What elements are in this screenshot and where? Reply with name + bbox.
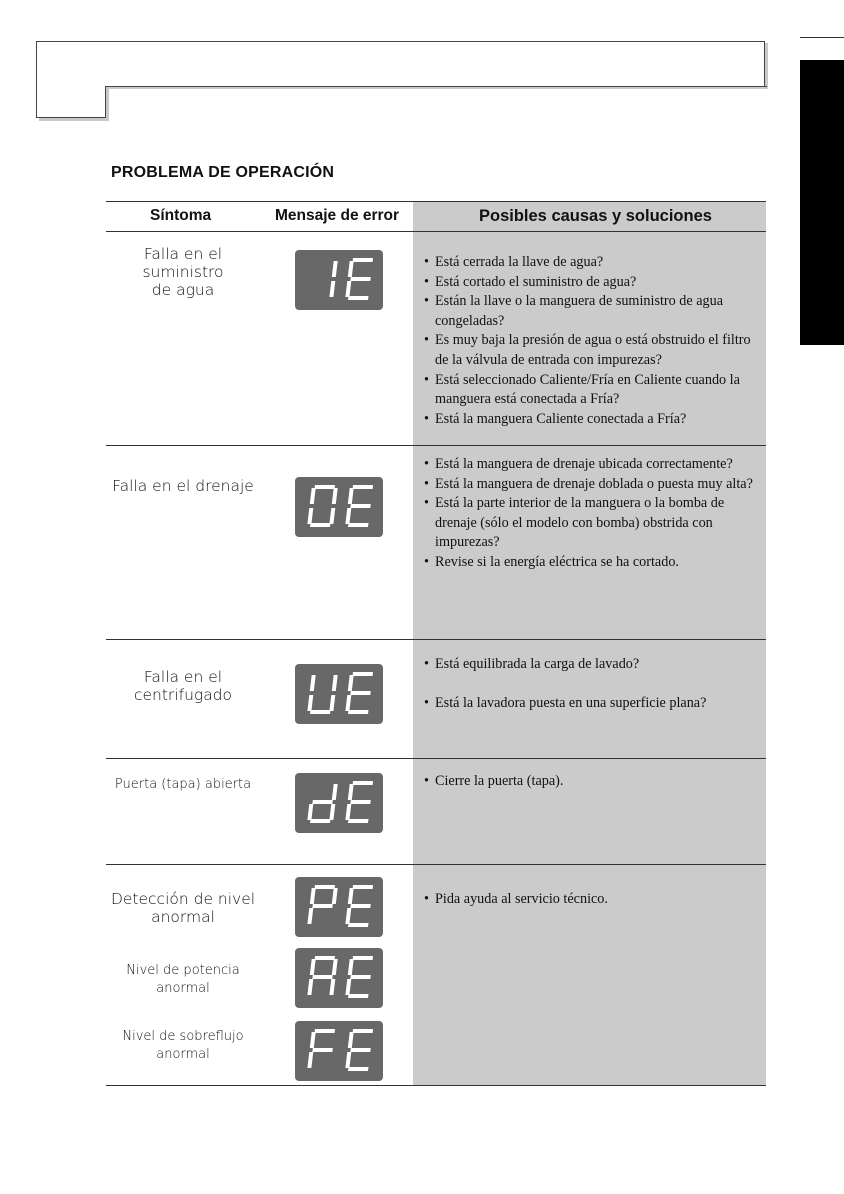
header-error-message: Mensaje de error xyxy=(275,207,400,224)
symptom-drain: Falla en el drenaje xyxy=(112,477,254,495)
display-digits xyxy=(295,877,383,937)
side-chapter-tab xyxy=(800,60,844,345)
cause-item: • Está la manguera Caliente conectada a Fría? xyxy=(424,410,754,430)
symptom-abnormal-power: Nivel de potencia anormal xyxy=(126,963,240,996)
error-display-dE xyxy=(295,773,383,833)
cause-item: • Está cortado el suministro de agua? xyxy=(424,273,754,293)
row-rule xyxy=(106,864,766,865)
error-display-UE xyxy=(295,664,383,724)
cause-item: • Cierre la puerta (tapa). xyxy=(424,772,754,792)
causes-list-water-supply xyxy=(424,253,754,429)
cause-item: • Está equilibrada la carga de lavado? xyxy=(424,655,754,675)
cause-item: • Está seleccionado Caliente/Fría en Caliente cuando la manguera está conectada a Fría? xyxy=(424,371,754,410)
causes-list-drain xyxy=(424,455,754,573)
side-rule xyxy=(800,37,844,38)
cause-item: • Está la manguera de drenaje ubicada correctamente? xyxy=(424,455,754,475)
error-display-AE xyxy=(295,948,383,1008)
error-display-PE xyxy=(295,877,383,937)
cause-item: • Está la manguera de drenaje doblada o puesta muy alta? xyxy=(424,475,754,495)
cause-item: • Revise si la energía eléctrica se ha cortado. xyxy=(424,553,754,573)
display-digits xyxy=(295,664,383,724)
cause-item: • Es muy baja la presión de agua o está obstruido el filtro de la válvula de entrada con impurezas? xyxy=(424,331,754,370)
header-rule xyxy=(106,231,766,232)
symptom-abnormal-level: Detección de nivel anormal xyxy=(110,890,256,926)
row-rule xyxy=(106,445,766,446)
header-tab xyxy=(36,86,106,118)
header-causes: Posibles causas y soluciones xyxy=(479,207,712,225)
error-display-OE xyxy=(295,477,383,537)
display-digits xyxy=(295,948,383,1008)
display-digits xyxy=(295,477,383,537)
display-digits xyxy=(295,773,383,833)
cause-item: • Está la parte interior de la manguera o la bomba de drenaje (sólo el modelo con bomba) obstrida con impurezas? xyxy=(424,494,754,553)
table-top-rule xyxy=(106,201,766,202)
symptom-spin: Falla en el centrifugado xyxy=(133,668,233,704)
causes-list-service xyxy=(424,890,754,910)
causes-list-door xyxy=(424,772,754,792)
table-bottom-rule xyxy=(106,1085,766,1086)
cause-item: • Está cerrada la llave de agua? xyxy=(424,253,754,273)
row-rule xyxy=(106,639,766,640)
cause-item: • Están la llave o la manguera de suministro de agua congeladas? xyxy=(424,292,754,331)
causes-list-spin xyxy=(424,655,754,713)
cause-item: • Está la lavadora puesta en una superficie plana? xyxy=(424,694,754,714)
display-digits xyxy=(295,1021,383,1081)
symptom-water-supply: Falla en el suministro de agua xyxy=(142,245,224,299)
display-digits xyxy=(295,250,383,310)
header-symptom: Síntoma xyxy=(150,207,212,224)
error-display-1E xyxy=(295,250,383,310)
row-rule xyxy=(106,758,766,759)
section-title: PROBLEMA DE OPERACIÓN xyxy=(111,164,335,181)
cause-item: • Pida ayuda al servicio técnico. xyxy=(424,890,754,910)
error-display-FE xyxy=(295,1021,383,1081)
symptom-abnormal-overflow: Nivel de sobreflujo anormal xyxy=(122,1029,244,1062)
header-frame-bottom xyxy=(105,86,767,87)
header-frame xyxy=(36,41,765,87)
symptom-door-open: Puerta (tapa) abierta xyxy=(114,777,252,792)
